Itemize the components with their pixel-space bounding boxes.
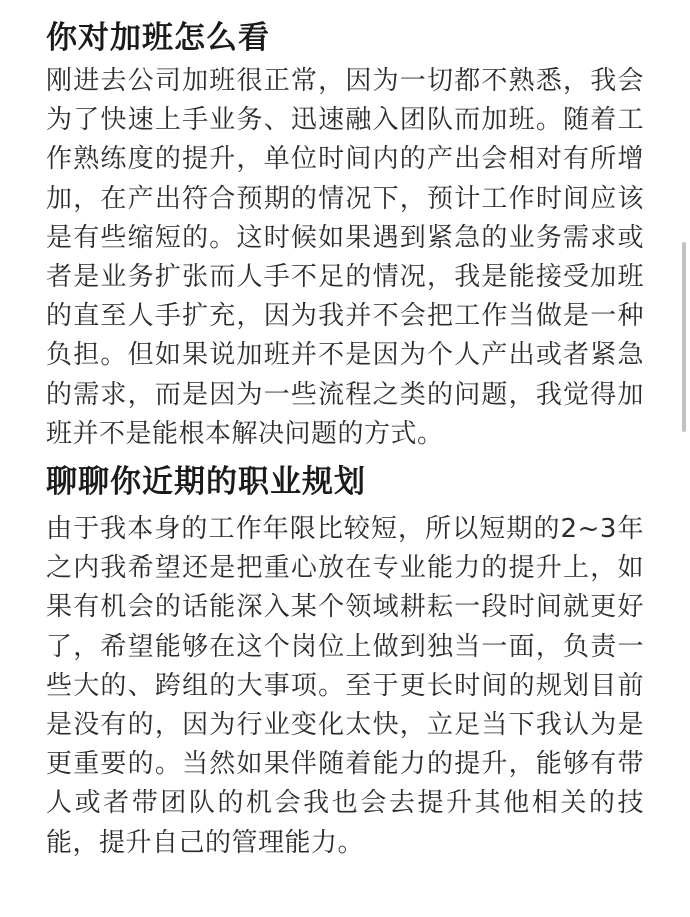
section-body-career-plan: 由于我本身的工作年限比较短，所以短期的2~3年之内我希望还是把重心放在专业能力的提升上，如果有机会的话能深入某个领域耕耘一段时间就更好了，希望能够在这个岗位上做到独当一面，负责一些大的、跨组的大事项。至于更长时间的规划目前是没有的，因为行业变化太快，立足当下我认为是更重要的。当然如果伴随着能力的提升，能够有带人或者带团队的机会我也会去提升其他相关的技能，提升自己的管理能力。 bbox=[46, 514, 644, 858]
section-body-overtime: 刚进去公司加班很正常，因为一切都不熟悉，我会为了快速上手业务、迅速融入团队而加班。随着工作熟练度的提升，单位时间内的产出会相对有所增加，在产出符合预期的情况下，预计工作时间应该是有些缩短的。这时候如果遇到紧急的业务需求或者是业务扩张而人手不足的情况，我是能接受加班的直至人手扩充，因为我并不会把工作当做是一种负担。但如果说加班并不是因为个人产出或者紧急的需求，而是因为一些流程之类的问题，我觉得加班并不是能根本解决问题的方式。 bbox=[46, 66, 644, 449]
article-content bbox=[46, 14, 644, 863]
section-heading-career-plan: 聊聊你近期的职业规划 bbox=[46, 464, 366, 501]
vertical-scrollbar[interactable] bbox=[682, 242, 686, 432]
section-heading-overtime: 你对加班怎么看 bbox=[46, 20, 270, 56]
